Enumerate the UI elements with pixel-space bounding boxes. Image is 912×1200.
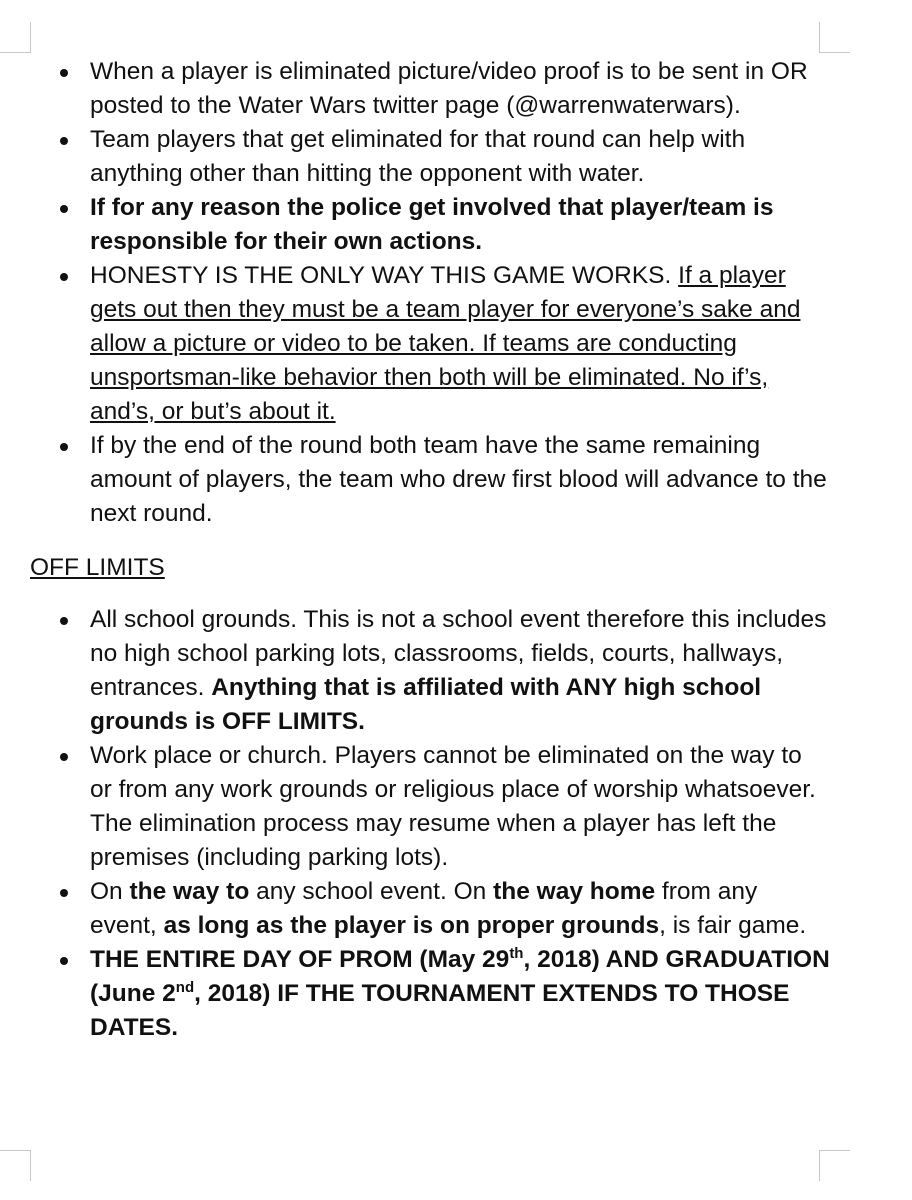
list-item [90,429,830,531]
bullet-icon [60,69,68,77]
event-text-4: , is fair game. [659,912,807,939]
bullet-icon [60,273,68,281]
bullet-icon [60,443,68,451]
off-limits-heading: OFF LIMITS [30,554,165,581]
rule-honesty-underlined: If a player gets out then they must be a team player for everyone’s sake and allow a picture or video to be taken. If teams are conducting unsportsman-like behavior then both will be eliminated. No if’s, and’s, or but’s about it. [90,262,801,425]
dates-text-2: , 2018) AND GRADUATION (June 2 [90,946,830,1007]
crop-mark-bottom-right [819,1150,850,1181]
list-item [90,943,830,1045]
list-item [90,259,830,429]
event-text-3: from any event, [90,878,758,939]
event-text-2: any school event. On [256,878,487,905]
document-page [0,55,912,1045]
rule-tiebreak-text: If by the end of the round both team have the same remaining amount of players, the team who drew first blood will advance to the next round. [90,432,827,527]
rule-eliminated-help-text: Team players that get eliminated for that round can help with anything other than hitting the opponent with water. [90,126,746,187]
bullet-icon [60,617,68,625]
bullet-icon [60,753,68,761]
off-limits-school-text: All school grounds. This is not a school event therefore this includes no high school parking lots, classrooms, fields, courts, hallways, entrances. [90,606,827,701]
bullet-icon [60,889,68,897]
event-text-1: On [90,878,123,905]
dates-superscript-1: th [509,944,524,962]
off-limits-work-text: Work place or church. Players cannot be eliminated on the way to or from any work grounds or religious place of worship whatsoever. The elimination process may resume when a player has left the premises (including parking lots). [90,742,816,871]
dates-text-3: , 2018) IF THE TOURNAMENT EXTENDS TO THOSE DATES. [90,980,790,1041]
list-item [90,603,830,739]
dates-superscript-2: nd [175,978,195,996]
list-item [90,123,830,191]
rule-proof-text: When a player is eliminated picture/video proof is to be sent in OR posted to the Water Wars twitter page (@warrenwaterwars). [90,58,808,119]
rule-honesty-lead: HONESTY IS THE ONLY WAY THIS GAME WORKS. [90,262,672,289]
list-item [90,55,830,123]
bullet-icon [60,205,68,213]
off-limits-list [0,603,912,1045]
crop-mark-bottom-left [0,1150,31,1181]
dates-text-1: THE ENTIRE DAY OF PROM (May 29 [90,946,510,973]
list-item [90,875,830,943]
rule-police-text: If for any reason the police get involved that player/team is responsible for their own actions. [90,194,774,255]
crop-mark-top-left [0,22,31,53]
event-bold-1: the way to [129,878,250,905]
off-limits-school-bold: Anything that is affiliated with ANY high school grounds is OFF LIMITS. [90,674,762,735]
list-item [90,191,830,259]
event-bold-3: as long as the player is on proper grounds [163,912,660,939]
event-bold-2: the way home [493,878,656,905]
crop-mark-top-right [819,22,850,53]
bullet-icon [60,957,68,965]
bullet-icon [60,137,68,145]
list-item [90,739,830,875]
rules-list [0,55,912,531]
